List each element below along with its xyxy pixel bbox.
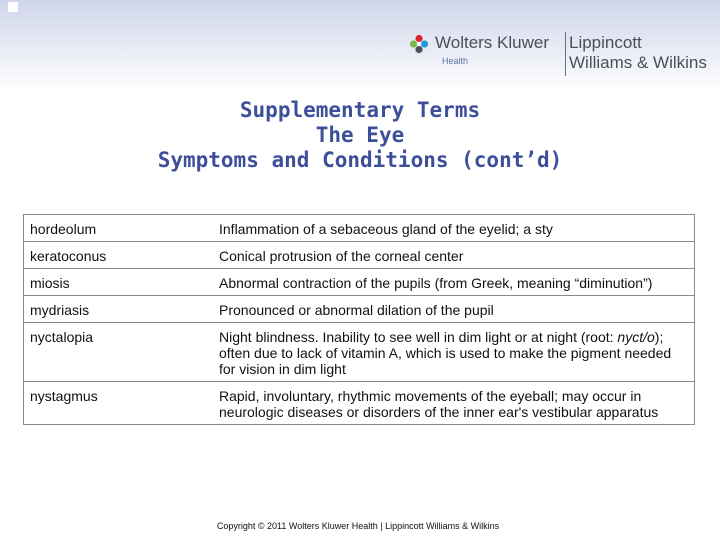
definition-cell: Pronounced or abnormal dilation of the pupil <box>212 296 695 323</box>
title-line2: The Eye <box>315 123 405 147</box>
term-cell: miosis <box>24 269 213 296</box>
slide-title <box>0 98 720 173</box>
table-row <box>24 269 695 296</box>
definition-cell: Inflammation of a sebaceous gland of the eyelid; a sty <box>212 215 695 242</box>
definition-text: Night blindness. Inability to see well in dim light or at night (root: <box>219 329 618 345</box>
table-row <box>24 242 695 269</box>
term-cell: hordeolum <box>24 215 213 242</box>
table-row <box>24 382 695 425</box>
logo-partner-line1: Lippincott <box>569 33 642 52</box>
definition-text: ); often due to lack of vitamin A, which is used to make the pigment needed for vision in dim light <box>219 329 672 377</box>
table-row <box>24 215 695 242</box>
logo-sub: Health <box>442 56 469 66</box>
term-cell: mydriasis <box>24 296 213 323</box>
term-cell: nystagmus <box>24 382 213 425</box>
definition-cell: Abnormal contraction of the pupils (from Greek, meaning “diminution”) <box>212 269 695 296</box>
logo-partner-line2: Williams & Wilkins <box>569 53 707 72</box>
table-row <box>24 323 695 382</box>
wolters-kluwer-logo-icon <box>408 33 430 55</box>
term-cell: keratoconus <box>24 242 213 269</box>
copyright-text: Copyright © 2011 Wolters Kluwer Health | Lippincott Williams & Wilkins <box>216 521 500 531</box>
title-line1: Supplementary Terms <box>239 98 481 122</box>
term-cell: nyctalopia <box>24 323 213 382</box>
logo-partner <box>569 33 707 73</box>
table-row <box>24 296 695 323</box>
definition-cell: Conical protrusion of the corneal center <box>212 242 695 269</box>
logo-divider <box>565 32 566 76</box>
definition-cell <box>212 323 695 382</box>
title-line3: Symptoms and Conditions (cont’d) <box>157 148 563 172</box>
definition-cell: Rapid, involuntary, rhythmic movements of the eyeball; may occur in neurologic diseases or disorders of the inner ear's vestibular apparatus <box>212 382 695 425</box>
logo-brand: Wolters Kluwer <box>435 33 549 52</box>
publisher-logo <box>408 30 718 80</box>
footer <box>0 521 720 531</box>
definition-root: nyct/o <box>617 329 655 345</box>
corner-decoration <box>8 2 18 12</box>
terms-table <box>23 214 695 425</box>
